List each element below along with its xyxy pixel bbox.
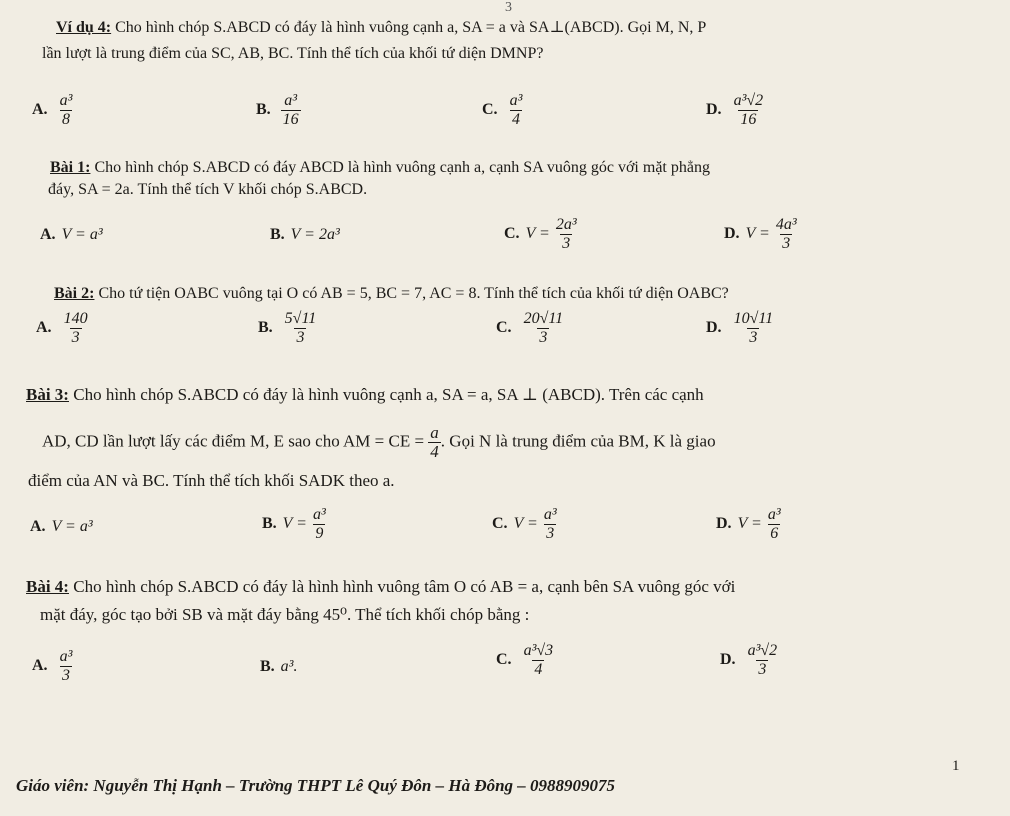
bai4-option-c: C. $\frac{\text{a³√3}}{4}$ xyxy=(496,642,554,678)
bai3-option-a: A. V = a³ xyxy=(30,518,93,535)
bai2-option-d: D. $\frac{10√11}{3}$ xyxy=(706,310,774,346)
bai3-option-d: D. V = $\frac{\text{a³}}{6}$ xyxy=(716,506,781,542)
example-line-1: Ví dụ 4: Cho hình chóp S.ABCD có đáy là hình vuông cạnh a, SA = a và SA⊥(ABCD). Gọi M, N, P xyxy=(56,19,707,36)
bai3-line-3: điểm của AN và BC. Tính thể tích khối SADK theo a. xyxy=(28,471,395,490)
bai2-option-a: A. $\frac{140}{3}$ xyxy=(36,310,88,346)
bai1-title: Bài 1: xyxy=(50,159,91,176)
bai2-title: Bài 2: xyxy=(54,285,95,302)
bai4-option-b: B. a³. xyxy=(260,658,298,675)
example-option-d: D. $\frac{\text{a³√2}}{16}$ xyxy=(706,92,764,128)
example-line-2: lần lượt là trung điểm của SC, AB, BC. Tính thể tích của khối tứ diện DMNP? xyxy=(42,45,544,62)
bai4-title: Bài 4: xyxy=(26,577,69,596)
example-option-b: B. $\frac{\text{a³}}{16}$ xyxy=(256,92,299,128)
bai1-option-d: D. V = $\frac{\text{4a³}}{3}$ xyxy=(724,216,797,252)
bai4-option-d: D. $\frac{\text{a³√2}}{3}$ xyxy=(720,642,778,678)
bai3-line-2: AD, CD lần lượt lấy các điểm M, E sao cho AM = CE = $\frac{a}{4}$ . Gọi N là trung điểm của BM, K là giao xyxy=(42,423,716,461)
bai1-option-b: B. V = 2a³ xyxy=(270,226,340,243)
bai4-option-a: A. $\frac{\text{a³}}{3}$ xyxy=(32,648,73,684)
bai1-line-1: Bài 1: Cho hình chóp S.ABCD có đáy ABCD là hình vuông cạnh a, cạnh SA vuông góc với mặt phẳng xyxy=(50,159,710,176)
bai4-line-1: Bài 4: Cho hình chóp S.ABCD có đáy là hình hình vuông tâm O có AB = a, cạnh bên SA vuông góc với xyxy=(26,577,736,596)
bai3-line-1: Bài 3: Cho hình chóp S.ABCD có đáy là hình vuông cạnh a, SA = a, SA ⊥ (ABCD). Trên các cạnh xyxy=(26,385,704,404)
bai3-title: Bài 3: xyxy=(26,385,69,404)
example-option-a: A. $\frac{\text{a³}}{8}$ xyxy=(32,92,73,128)
bai3-option-b: B. V = $\frac{\text{a³}}{9}$ xyxy=(262,506,326,542)
example-option-c: C. $\frac{\text{a³}}{4}$ xyxy=(482,92,523,128)
bai1-line-2: đáy, SA = 2a. Tính thể tích V khối chóp S.ABCD. xyxy=(48,181,368,198)
bai1-option-a: A. V = a³ xyxy=(40,226,103,243)
bai2-option-b: B. $\frac{5√11}{3}$ xyxy=(258,310,317,346)
footer-teacher-info: Giáo viên: Nguyễn Thị Hạnh – Trường THPT Lê Quý Đôn – Hà Đông – 0988909075 xyxy=(16,776,616,795)
bai4-line-2: mặt đáy, góc tạo bởi SB và mặt đáy bằng 45⁰. Thể tích khối chóp bằng : xyxy=(40,605,530,624)
page-number: 1 xyxy=(952,758,960,774)
bai1-option-c: C. V = $\frac{\text{2a³}}{3}$ xyxy=(504,216,577,252)
bai2-option-c: C. $\frac{20√11}{3}$ xyxy=(496,310,564,346)
example-title: Ví dụ 4: xyxy=(56,19,112,36)
page-top-number: 3 xyxy=(505,0,512,15)
bai3-option-c: C. V = $\frac{\text{a³}}{3}$ xyxy=(492,506,557,542)
bai2-line-1: Bài 2: Cho tứ tiện OABC vuông tại O có AB = 5, BC = 7, AC = 8. Tính thể tích của khối tứ diện OABC? xyxy=(54,285,729,302)
